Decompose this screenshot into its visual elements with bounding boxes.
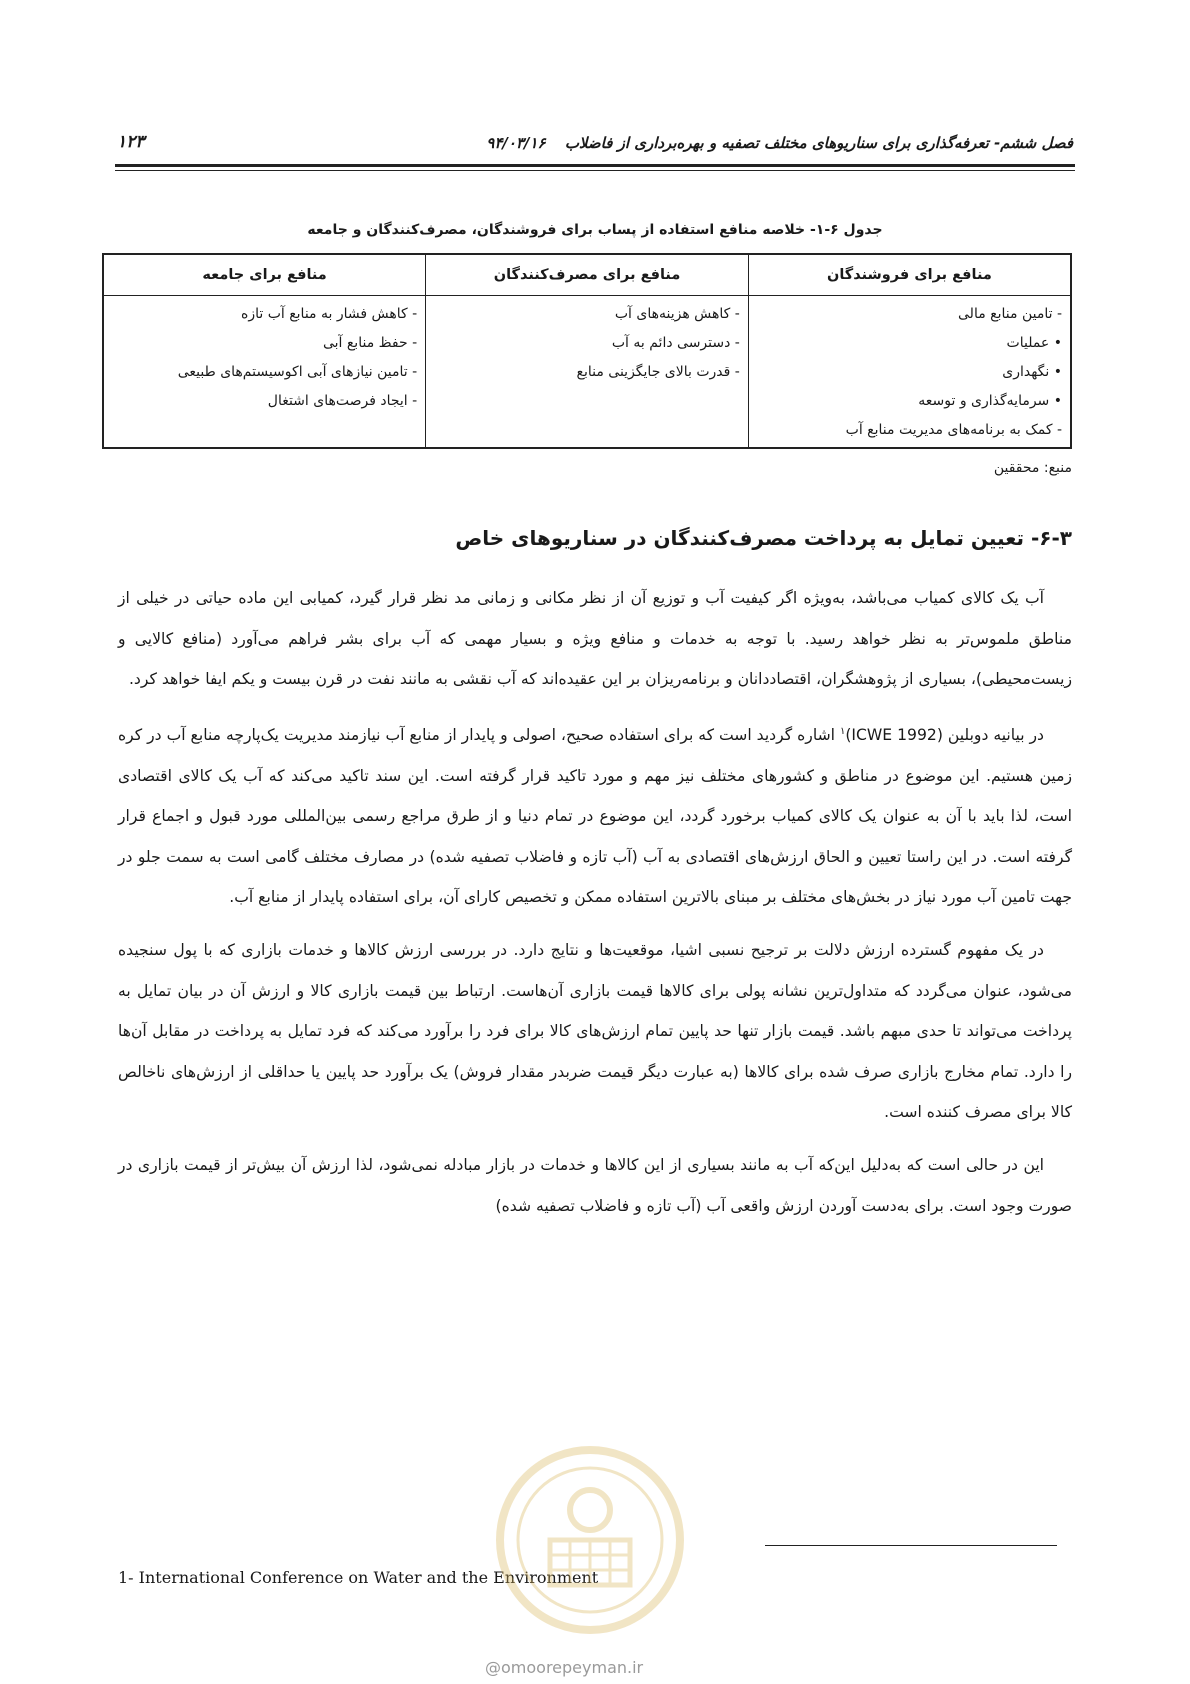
table-header-row <box>103 254 1071 296</box>
section-heading: ۶-۳- تعیین تمایل به پرداخت مصرف‌کنندگان در سناریوهای خاص <box>455 526 1072 550</box>
col-header-sellers: منافع برای فروشندگان <box>748 254 1071 296</box>
header-title-group <box>486 134 1073 152</box>
list-item: • عملیات <box>1006 335 1062 351</box>
paragraph-4: این در حالی است که به‌دلیل این‌که آب به مانند بسیاری از این کالاها و خدمات در بازار مبادله نمی‌شود، لذا ارزش آن بیش‌تر از قیمت بازاری در صورت وجود است. برای به‌دست آوردن ارزش واقعی آب (آب تازه و فاضلاب تصفیه شده) <box>118 1155 1072 1215</box>
page-number: ۱۲۳ <box>117 132 145 152</box>
col-header-society: منافع برای جامعه <box>103 254 426 296</box>
list-item: - حفظ منابع آبی <box>322 335 418 351</box>
header-date: ۹۴/۰۳/۱۶ <box>486 134 546 152</box>
paragraph-1: آب یک کالای کمیاب می‌باشد، به‌ویژه اگر کیفیت آب و توزیع آن از نظر مکانی و زمانی مد نظر قرار گیرد، کمیابی این ماده حیاتی در خیلی از مناطق ملموس‌تر به نظر خواهد رسید. با توجه به خدمات و منافع ویژه و بسیار مهمی که آب برای بشر فراهم می‌آورد (منافع کالایی و زیست‌محیطی)، بسیاری از پژوهشگران، اقتصاددانان و برنامه‌ریزان بر این عقیده‌اند که آب نقشی به مانند نفت در قرن بیست و یکم ایفا خواهد کرد. <box>118 589 1072 689</box>
paragraph-3: در یک مفهوم گسترده ارزش دلالت بر ترجیح نسبی اشیا، موقعیت‌ها و نتایج دارد. در بررسی ارزش کالاها و خدمات بازاری که با پول سنجیده می‌شود، عنوان می‌گردد که متداول‌ترین نشانه پولی برای کالاها قیمت بازاری آن‌هاست. ارتباط بین قیمت بازاری کالا و ارزش آن در بیان تمایل به پرداخت می‌تواند تا حدی مبهم باشد. قیمت بازار تنها حد پایین تمام ارزش‌های کالا برای فرد را برآورد می‌کند که فرد تمایل به پرداخت در مقابل آن‌ها را دارد. تمام مخارج بازاری صرف شده برای کالاها (به عبارت دیگر قیمت ضربدر مقدار فروش) یک برآورد حد پایین یا حداقلی از ارزش‌های ناخالص کالا برای مصرف کننده است. <box>118 940 1072 1122</box>
list-item: - تامین نیازهای آبی اکوسیستم‌های طبیعی <box>177 364 418 380</box>
cell-society <box>103 296 426 449</box>
list-item: - تامین منابع مالی <box>958 306 1062 322</box>
paragraph-2 <box>118 712 1072 918</box>
paragraph-2-rest: اشاره گردید است که برای استفاده صحیح، اصولی و پایدار از منابع آب نیازمند مدیریت یک‌پارچه منابع آب در کره زمین هستیم. این موضوع در مناطق و کشورهای مختلف نیز مهم و مورد تاکید قرار گرفته است. این سند تاکید می‌کند که آب یک کالای اقتصادی است، لذا باید با آن به عنوان یک کالای کمیاب برخورد گردد، این موضوع در تمام دنیا و از طرق مراجع رسمی بین‌المللی مورد قبول و اجماع قرار گرفته است. در این راستا تعیین و الحاق ارزش‌های اقتصادی به آب (آب تازه و فاضلاب تصفیه شده) در مصارف مختلف گامی است به سمت جلو در جهت تامین آب مورد نیاز در بخش‌های مختلف بر مبنای بالاترین استفاده ممکن و تخصیص کارای آن، برای استفاده پایدار از منابع آب. <box>118 725 1072 907</box>
header-rule-thin <box>115 170 1075 171</box>
list-item: - کاهش فشار به منابع آب تازه <box>240 306 418 322</box>
list-item: - کمک به برنامه‌های مدیریت منابع آب <box>845 422 1062 438</box>
list-item: • نگهداری <box>1002 364 1062 380</box>
watermark-seal-icon <box>490 1440 690 1640</box>
list-item: - کاهش هزینه‌های آب <box>614 306 740 322</box>
list-item: - قدرت بالای جایگزینی منابع <box>576 364 740 380</box>
footnote: 1- International Conference on Water and the Environment <box>118 1568 599 1587</box>
watermark-text: @omoorepeyman.ir <box>485 1658 644 1677</box>
col-header-consumers: منافع برای مصرف‌کنندگان <box>426 254 749 296</box>
body-text <box>118 578 1072 1238</box>
list-item: • سرمایه‌گذاری و توسعه <box>918 393 1062 409</box>
table-source: منبع: محققین <box>993 460 1072 476</box>
cell-sellers <box>748 296 1071 449</box>
benefits-table <box>102 253 1072 449</box>
list-item: - دسترسی دائم به آب <box>611 335 740 351</box>
list-item: - ایجاد فرصت‌های اشتغال <box>267 393 418 409</box>
footnote-marker: ۱ <box>839 725 846 737</box>
chapter-title: فصل ششم- تعرفه‌گذاری برای سناریوهای مختلف تصفیه و بهره‌برداری از فاضلاب <box>564 134 1073 152</box>
footnote-rule <box>765 1545 1057 1546</box>
table-caption: جدول ۶-۱- خلاصه منافع استفاده از پساب برای فروشندگان، مصرف‌کنندگان و جامعه <box>307 222 883 238</box>
header-rule-thick <box>115 164 1075 167</box>
table-row <box>103 296 1071 449</box>
running-header <box>117 128 1073 164</box>
cell-consumers <box>426 296 749 449</box>
paragraph-2-start: در بیانیه دوبلین (ICWE 1992) <box>845 725 1045 744</box>
